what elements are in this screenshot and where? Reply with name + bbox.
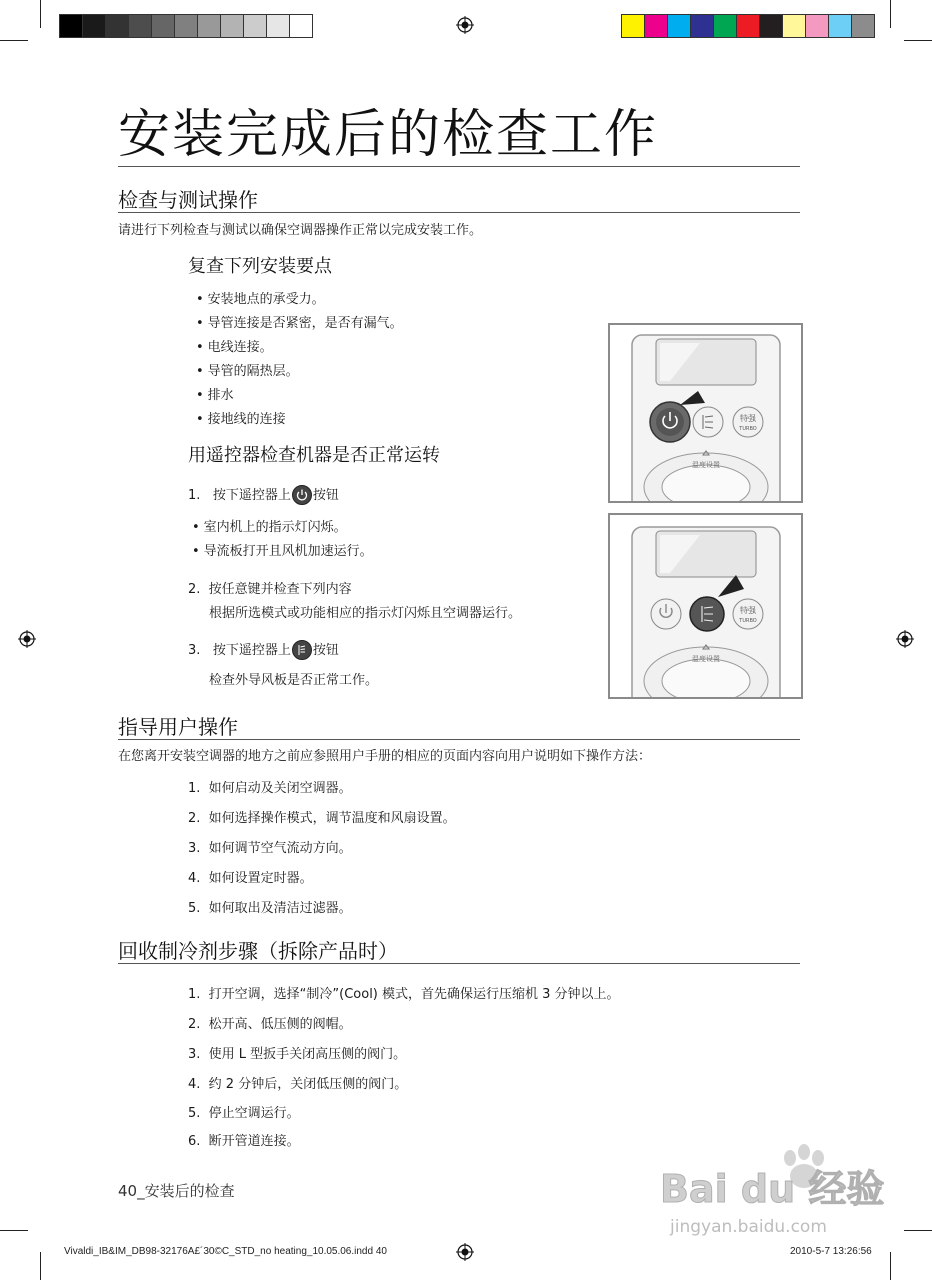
item-text: 断开管道连接。 [208, 1134, 300, 1149]
color-swatch [851, 14, 875, 38]
step-number: 1. [188, 488, 201, 503]
list-item [188, 897, 352, 916]
temp-set-label: 温度设置 [692, 655, 720, 663]
color-swatch [59, 14, 83, 38]
list-item [188, 807, 456, 826]
color-swatch [667, 14, 691, 38]
turbo-cn-label: 特强 [740, 414, 756, 423]
item-number: 4. [188, 871, 201, 886]
registration-mark-icon [456, 16, 474, 34]
item-text: 如何设置定时器。 [208, 871, 313, 886]
item-number: 2. [188, 1017, 201, 1032]
crop-mark [904, 40, 932, 41]
list-item [188, 1073, 407, 1092]
title-rule [118, 166, 800, 167]
item-text: 使用 L 型扳手关闭高压侧的阀门。 [208, 1047, 407, 1062]
item-number: 2. [188, 811, 201, 826]
color-swatch [759, 14, 783, 38]
turbo-en-label: TURBO [739, 618, 757, 624]
turbo-en-label: TURBO [739, 426, 757, 432]
color-swatch [782, 14, 806, 38]
list-item: • 安装地点的承受力。 [196, 288, 325, 307]
list-item [188, 1043, 406, 1062]
list-item [188, 1013, 352, 1032]
color-swatch [151, 14, 175, 38]
color-swatch [128, 14, 152, 38]
section-rule [118, 963, 800, 964]
list-item: • 电线连接。 [196, 336, 273, 355]
turbo-cn-label: 特强 [740, 606, 756, 615]
item-number: 1. [188, 781, 201, 796]
watermark-url: jingyan.baidu.com [670, 1217, 827, 1237]
registration-mark-icon [456, 1243, 474, 1261]
color-swatch [621, 14, 645, 38]
section-intro: 请进行下列检查与测试以确保空调器操作正常以完成安装工作。 [118, 223, 483, 238]
item-text: 约 2 分钟后，关闭低压侧的阀门。 [208, 1077, 408, 1092]
item-number: 6. [188, 1134, 201, 1149]
list-item: • 导管连接是否紧密，是否有漏气。 [196, 312, 403, 331]
step-3-detail: 检查外导风板是否正常工作。 [209, 673, 379, 688]
list-item [188, 1130, 300, 1149]
color-swatch [736, 14, 760, 38]
list-item: • 导流板打开且风机加速运行。 [192, 540, 373, 559]
step-2 [188, 578, 352, 597]
step-number: 3. [188, 643, 201, 658]
list-item: • 导管的隔热层。 [196, 360, 299, 379]
subheading-review-points: 复查下列安装要点 [188, 256, 332, 277]
item-text: 松开高、低压侧的阀帽。 [208, 1017, 352, 1032]
subheading-remote-check: 用遥控器检查机器是否正常运转 [188, 445, 440, 466]
section-rule [118, 739, 800, 740]
list-item [188, 983, 620, 1002]
color-swatch [289, 14, 313, 38]
list-item [188, 867, 313, 886]
list-item [188, 1102, 300, 1121]
item-text: 如何选择操作模式，调节温度和风扇设置。 [208, 811, 456, 826]
color-swatch [220, 14, 244, 38]
swing-button-icon [292, 640, 312, 660]
remote-control-illustration [610, 515, 801, 697]
page-title: 安装完成后的检查工作 [118, 105, 659, 165]
step-3 [188, 639, 339, 661]
crop-mark [40, 1252, 41, 1280]
crop-mark [890, 0, 891, 28]
item-number: 1. [188, 987, 201, 1002]
item-text: 如何调节空气流动方向。 [208, 841, 352, 856]
crop-mark [904, 1230, 932, 1231]
step-number: 2. [188, 582, 201, 597]
power-button-icon [292, 485, 312, 505]
color-swatch [197, 14, 221, 38]
item-number: 4. [188, 1077, 201, 1092]
item-number: 5. [188, 1106, 201, 1121]
step-2-detail: 根据所选模式或功能相应的指示灯闪烁且空调器运行。 [209, 606, 522, 621]
color-swatch [266, 14, 290, 38]
step-text: 按任意键并检查下列内容 [208, 582, 352, 597]
print-slug-date: 2010-5-7 13:26:56 [790, 1246, 872, 1257]
registration-mark-icon [18, 630, 36, 648]
item-text: 如何取出及清洁过滤器。 [208, 901, 352, 916]
remote-control-illustration [610, 325, 801, 501]
step-text: 按钮 [312, 643, 339, 658]
step-text: 按钮 [312, 488, 339, 503]
list-item: • 接地线的连接 [196, 408, 286, 427]
section-heading-check-test: 检查与测试操作 [118, 188, 258, 212]
watermark-brand: Bai du 经验 [660, 1167, 885, 1211]
item-text: 停止空调运行。 [208, 1106, 300, 1121]
registration-mark-icon [896, 630, 914, 648]
crop-mark [40, 0, 41, 28]
item-text: 打开空调，选择“制冷”(Cool) 模式，首先确保运行压缩机 3 分钟以上。 [208, 987, 620, 1002]
remote-figure-power [608, 323, 803, 503]
color-swatch [713, 14, 737, 38]
item-number: 3. [188, 1047, 201, 1062]
list-item [188, 837, 352, 856]
crop-mark [0, 1230, 28, 1231]
item-number: 5. [188, 901, 201, 916]
item-text: 如何启动及关闭空调器。 [208, 781, 352, 796]
section-heading-user-guide: 指导用户操作 [118, 715, 238, 739]
process-color-bar [622, 14, 875, 38]
section-rule [118, 212, 800, 213]
print-slug-file: Vivaldi_IB&IM_DB98-32176A£´30©C_STD_no heating_10.05.06.indd 40 [64, 1246, 387, 1257]
color-swatch [105, 14, 129, 38]
baidu-watermark [660, 1140, 890, 1240]
color-swatch [828, 14, 852, 38]
step-text: 按下遥控器上 [212, 488, 291, 503]
gray-color-bar [60, 14, 313, 38]
color-swatch [644, 14, 668, 38]
step-1 [188, 484, 339, 506]
list-item [188, 777, 352, 796]
color-swatch [243, 14, 267, 38]
section-heading-refrigerant-recovery: 回收制冷剂步骤（拆除产品时） [118, 939, 398, 963]
item-number: 3. [188, 841, 201, 856]
page-footer-label: 40_安装后的检查 [118, 1182, 235, 1200]
section-intro: 在您离开安装空调器的地方之前应参照用户手册的相应的页面内容向用户说明如下操作方法： [118, 749, 652, 764]
color-swatch [82, 14, 106, 38]
temp-set-label: 温度设置 [692, 461, 720, 469]
remote-figure-swing [608, 513, 803, 699]
color-swatch [805, 14, 829, 38]
crop-mark [890, 1252, 891, 1280]
list-item: • 排水 [196, 384, 234, 403]
step-text: 按下遥控器上 [212, 643, 291, 658]
list-item: • 室内机上的指示灯闪烁。 [192, 516, 347, 535]
color-swatch [174, 14, 198, 38]
crop-mark [0, 40, 28, 41]
color-swatch [690, 14, 714, 38]
